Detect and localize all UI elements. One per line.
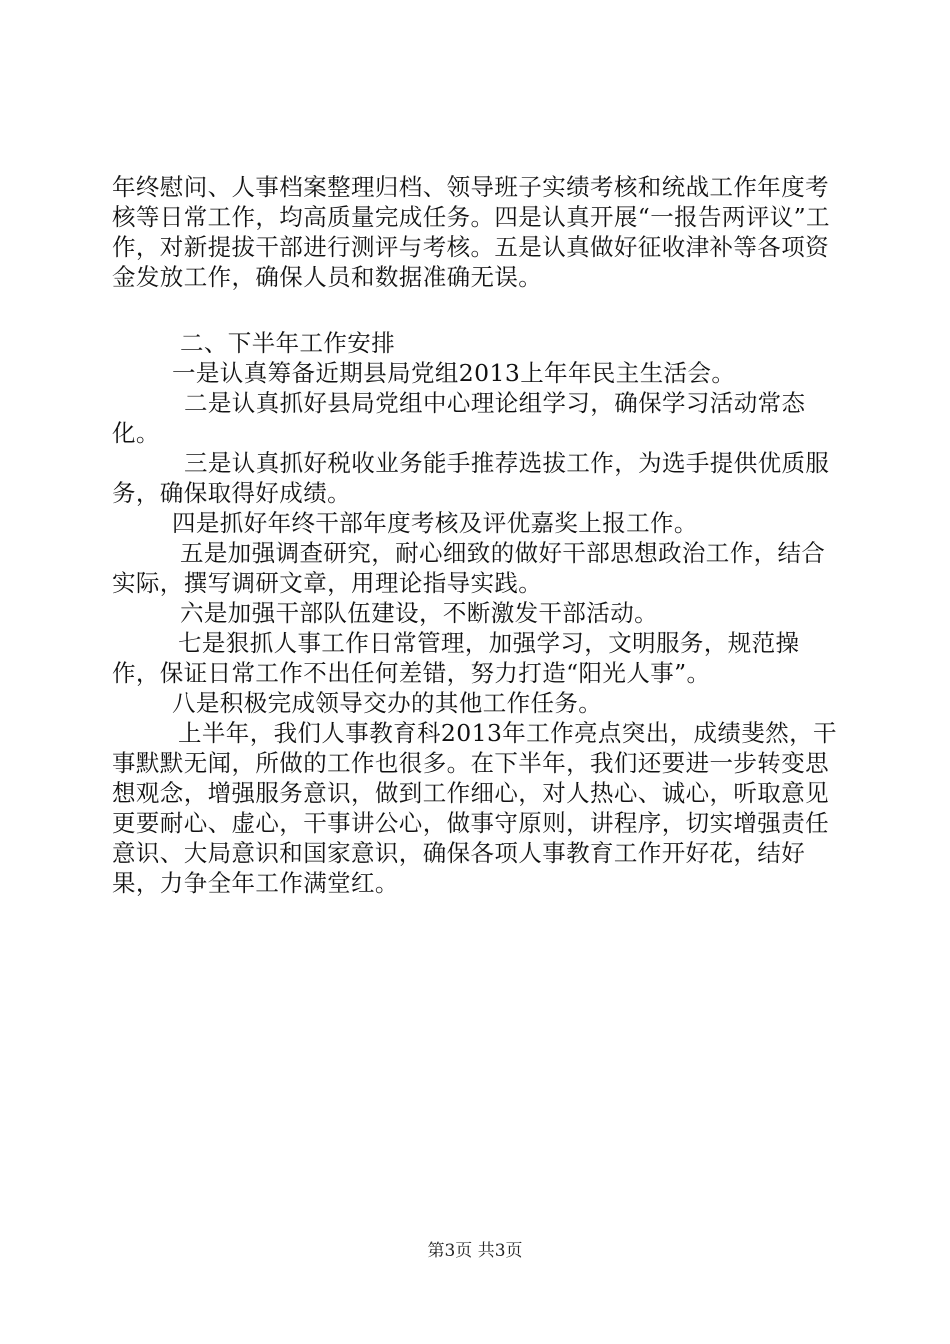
page-footer — [0, 1240, 950, 1262]
plan-item-1: 一是认真筹备近期县局党组2013上年年民主生活会。 — [172, 359, 736, 387]
paragraph-gap — [112, 292, 842, 328]
plan-item-3: 三是认真抓好税收业务能手推荐选拔工作，为选手提供优质服务，确保取得好成绩。 — [112, 449, 830, 507]
plan-item-8: 八是积极完成领导交办的其他工作任务。 — [172, 689, 603, 717]
paragraph-summary-continuation: 年终慰问、人事档案整理归档、领导班子实绩考核和统战工作年度考核等日常工作，均高质量完成任务。四是认真开展“一报告两评议”工作，对新提拔干部进行测评与考核。五是认真做好征收津补等各项资金发放工作，确保人员和数据准确无误。 — [112, 173, 830, 291]
document-body — [112, 172, 842, 898]
paragraph-conclusion: 上半年，我们人事教育科2013年工作亮点突出，成绩斐然，干事默默无闻，所做的工作也很多。在下半年，我们还要进一步转变思想观念，增强服务意识，做到工作细心，对人热心、诚心，听取意见更要耐心、虚心，干事讲公心，做事守原则，讲程序，切实增强责任意识、大局意识和国家意识，确保各项人事教育工作开好花，结好果，力争全年工作满堂红。 — [112, 719, 837, 897]
plan-item-7: 七是狠抓人事工作日常管理，加强学习，文明服务，规范操作，保证日常工作不出任何差错，努力打造“阳光人事”。 — [112, 629, 800, 687]
plan-item-5: 五是加强调查研究，耐心细致的做好干部思想政治工作，结合实际，撰写调研文章，用理论指导实践。 — [112, 539, 826, 597]
section-heading-second-half-plan: 二、下半年工作安排 — [180, 329, 396, 357]
page-number-text: 第3页 共3页 — [427, 1241, 523, 1261]
plan-item-4: 四是抓好年终干部年度考核及评优嘉奖上报工作。 — [172, 509, 698, 537]
plan-item-6: 六是加强干部队伍建设，不断激发干部活动。 — [180, 599, 658, 627]
plan-item-2: 二是认真抓好县局党组中心理论组学习，确保学习活动常态化。 — [112, 389, 806, 447]
